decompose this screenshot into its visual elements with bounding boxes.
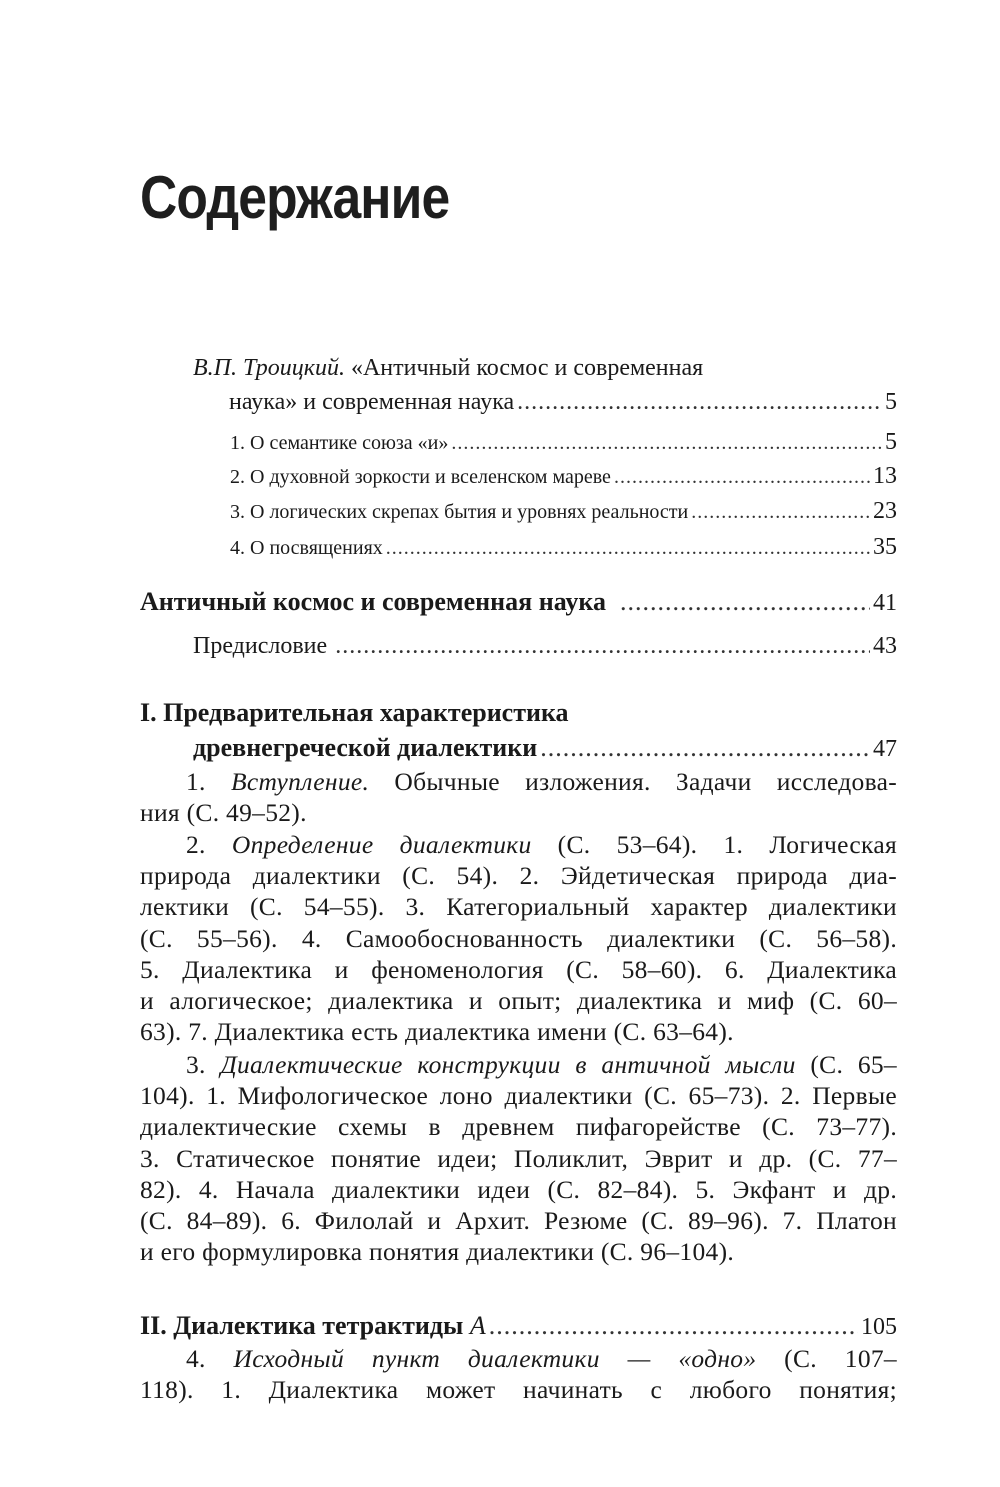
para-text: Обычные изложения. Задачи исследова- [369,767,897,796]
para-text: 82). 4. Начала диалектики идеи (С. 82–84). 5. Экфант и др. [140,1174,897,1204]
para-italic-title: Определение диалектики [231,830,532,859]
toc-subentry[interactable] [230,429,897,456]
toc-intro-entry[interactable] [229,389,897,416]
dot-leader [335,633,870,660]
para-text: и его формулировка понятия диалектики (С. 96–104). [140,1237,735,1267]
toc-entry-label: Античный космос и современная наука [140,587,606,616]
para-number: 2. [186,830,206,859]
toc-entry-page: 5 [885,429,897,455]
para-text: (С. 84–89). 6. Филолай и Архит. Резюме (С. 89–96). 7. Платон [140,1206,897,1236]
para-italic-title: Диалектические конструкции в античной мысли [220,1050,796,1079]
toc-intro-heading [193,355,703,382]
para-number: 4. [186,1344,206,1373]
dot-leader [620,587,870,617]
para-text: 104). 1. Мифологическое лоно диалектики (С. 65–73). 2. Первые [140,1081,897,1111]
para-text: природа диалектики (С. 54). 2. Эйдетическая природа диа- [140,861,897,891]
dot-leader [386,537,870,560]
dot-leader [614,466,870,489]
para-text: и алогическое; диалектика и опыт; диалектика и миф (С. 60– [140,986,897,1016]
toc-paragraph-1 [140,766,897,828]
toc-section-1-entry[interactable] [193,733,897,763]
para-text: 118). 1. Диалектика может начинать с любого понятия; [140,1375,897,1405]
toc-entry-page: 43 [873,633,897,659]
toc-entry-page: 41 [873,590,897,616]
para-text: лектики (С. 54–55). 3. Категориальный характер диалектики [140,892,897,922]
toc-entry-page: 47 [873,736,897,762]
toc-subentry[interactable] [230,498,897,525]
dot-leader [451,432,882,455]
toc-subentry[interactable] [230,463,897,490]
dot-leader [489,1311,858,1341]
toc-entry-label-text: II. Диалектика тетрактиды [140,1311,464,1340]
para-number: 3. [186,1050,206,1079]
toc-subentry[interactable] [230,534,897,561]
toc-entry-page: 13 [873,463,897,489]
para-text: (С. 53–64). 1. Логическая [531,830,897,859]
toc-section-2-entry[interactable] [140,1311,897,1341]
para-text: (С. 55–56). 4. Самообоснованность диалектики (С. 56–58). [140,923,897,953]
toc-entry-page: 5 [885,389,897,415]
toc-paragraph-2 [140,829,897,1047]
toc-entry-label-italic: А [469,1311,486,1340]
toc-entry-label [140,1311,486,1341]
dot-leader [540,733,870,763]
para-text: ния (С. 49–52). [140,798,307,828]
page-title: Содержание [140,164,450,231]
para-text: 3. Статическое понятие идеи; Поликлит, Эврит и др. (С. 77– [140,1143,897,1173]
para-text: 63). 7. Диалектика есть диалектика имени (С. 63–64). [140,1017,734,1047]
para-text: (С. 107– [756,1344,897,1373]
toc-main-section[interactable] [140,587,897,617]
toc-entry-label: 3. О логических скрепах бытия и уровнях реальности [230,501,689,523]
toc-entry-label: древнегреческой диалектики [193,733,538,762]
toc-section-1-heading: I. Предварительная характеристика [140,698,569,727]
para-text: диалектические схемы в древнем пифагорействе (С. 73–77). [140,1112,897,1142]
toc-entry-label: 2. О духовной зоркости и вселенском мареве [230,466,611,488]
para-italic-title: Вступление. [230,767,370,796]
toc-entry-label: Предисловие [193,633,328,659]
para-text: (С. 65– [795,1050,897,1079]
para-italic-title: Исходный пункт диалектики — «одно» [233,1344,757,1373]
toc-entry-label: 1. О семантике союза «и» [230,432,449,454]
toc-entry-label: 4. О посвящениях [230,537,383,559]
toc-intro-author: В.П. Троицкий. [193,355,345,381]
toc-entry-page: 35 [873,534,897,560]
toc-intro-title-start: «Античный космос и современная [344,355,704,381]
dot-leader [517,389,882,416]
dot-leader [691,501,870,524]
para-text: 5. Диалектика и феноменология (С. 58–60). 6. Диалектика [140,954,897,984]
toc-entry-page: 23 [873,498,897,524]
toc-entry-label: наука» и современная наука [229,389,515,415]
toc-preface[interactable] [193,633,897,660]
toc-paragraph-3 [140,1049,897,1267]
toc-entry-page: 105 [861,1314,897,1340]
toc-paragraph-4 [140,1343,897,1405]
para-number: 1. [186,767,206,796]
